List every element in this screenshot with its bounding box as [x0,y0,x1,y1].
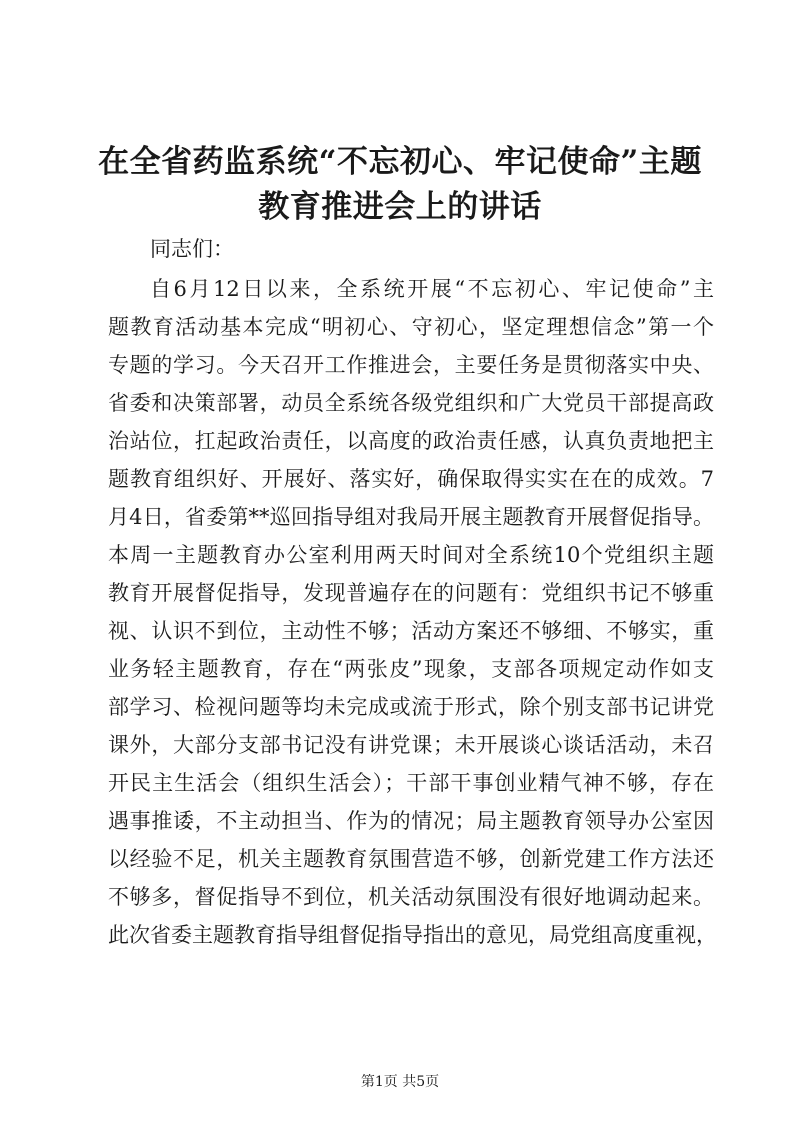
body-line: 部学习、检视问题等均未完成或流于形式，除个别支部书记讲党 [108,695,714,719]
salutation: 同志们： [150,237,234,261]
body-line: 月4日，省委第**巡回指导组对我局开展主题教育开展督促指导。 [108,505,714,529]
body-line: 题教育活动基本完成“明初心、守初心，坚定理想信念”第一个 [108,315,714,339]
body-line: 此次省委主题教育指导组督促指导指出的意见，局党组高度重视， [108,923,717,947]
body-line: 业务轻主题教育，存在“两张皮”现象，支部各项规定动作如支 [108,657,714,681]
body-line: 专题的学习。今天召开工作推进会，主要任务是贯彻落实中央、 [108,353,714,377]
body-line: 本周一主题教育办公室利用两天时间对全系统10个党组织主题 [108,543,714,567]
body-line: 治站位，扛起政治责任，以高度的政治责任感，认真负责地把主 [108,429,714,453]
page-footer: 第1页 共5页 [360,1074,440,1090]
body-line: 遇事推诿，不主动担当、作为的情况；局主题教育领导办公室因 [108,809,714,833]
body-line: 视、认识不到位，主动性不够；活动方案还不够细、不够实，重 [108,619,714,643]
body-line: 不够多，督促指导不到位，机关活动氛围没有很好地调动起来。 [108,885,714,909]
document-title-line-1: 在全省药监系统“不忘初心、牢记使命”主题 [98,144,702,180]
body-line: 开民主生活会（组织生活会）；干部干事创业精气神不够，存在 [108,771,714,795]
body-line: 课外，大部分支部书记没有讲党课；未开展谈心谈话活动，未召 [108,733,714,757]
body-line: 省委和决策部署，动员全系统各级党组织和广大党员干部提高政 [108,391,714,415]
document-title-line-2: 教育推进会上的讲话 [258,189,542,225]
body-line: 题教育组织好、开展好、落实好，确保取得实实在在的成效。7 [108,467,714,491]
body-line: 以经验不足，机关主题教育氛围营造不够，创新党建工作方法还 [108,847,714,871]
body-line: 自6月12日以来，全系统开展“不忘初心、牢记使命”主 [150,277,714,301]
body-line: 教育开展督促指导，发现普遍存在的问题有：党组织书记不够重 [108,581,714,605]
